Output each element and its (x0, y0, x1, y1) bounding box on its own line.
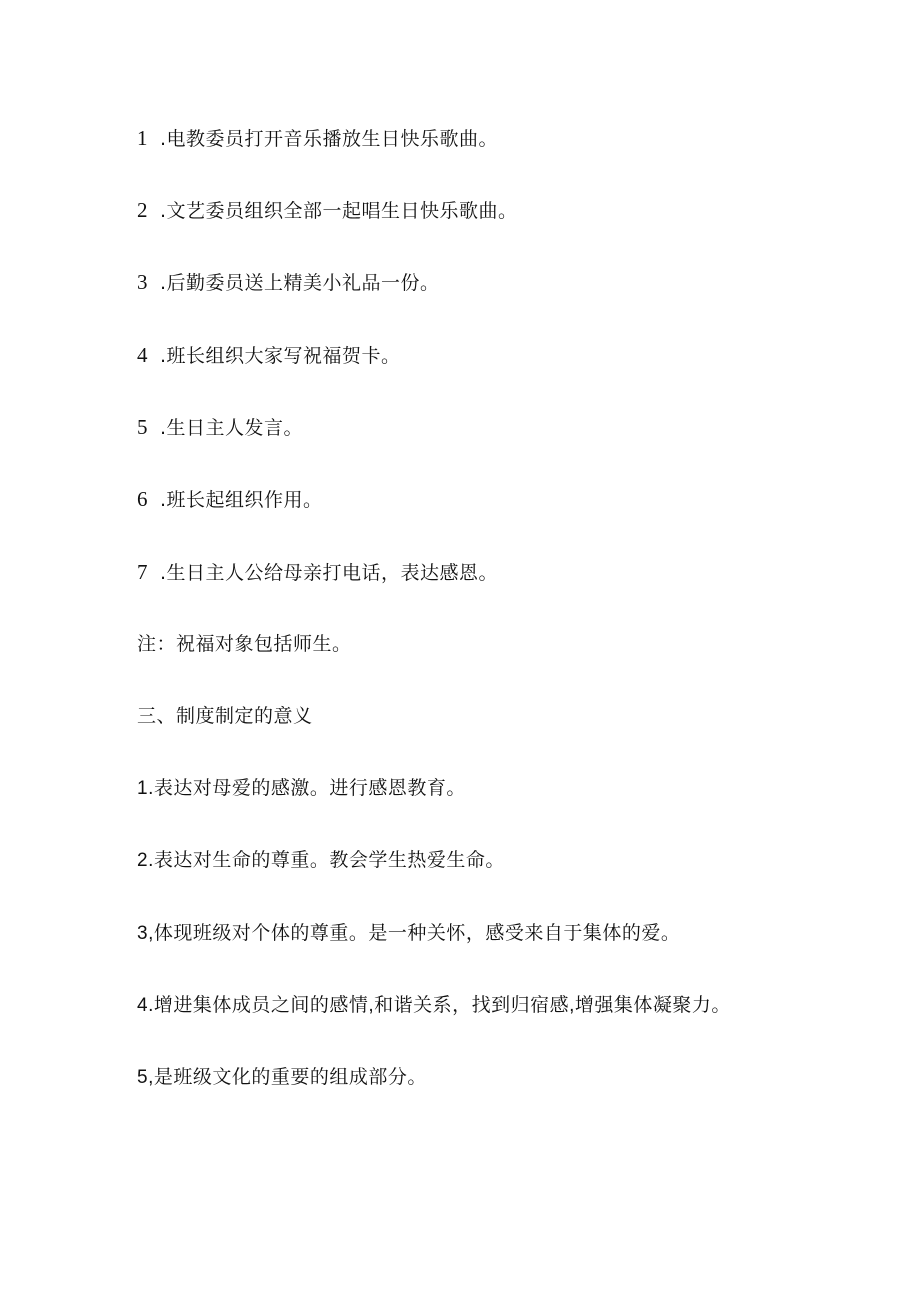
step-text: .电教委员打开音乐播放生日快乐歌曲。 (160, 128, 499, 150)
step-text: .班长起组织作用。 (160, 489, 323, 511)
step-item (137, 270, 440, 295)
step-text: .后勤委员送上精美小礼品一份。 (160, 272, 440, 294)
step-number: 2 (137, 198, 148, 222)
note-text: 注：祝福对象包括师生。 (137, 633, 352, 655)
step-item (137, 487, 323, 512)
step-item (137, 198, 518, 223)
step-text: .生日主人公给母亲打电话，表达感恩。 (160, 562, 499, 584)
meaning-item: 2.表达对生命的尊重。教会学生热爱生命。 (137, 850, 505, 871)
step-text: .生日主人发言。 (160, 417, 304, 439)
step-number: 1 (137, 126, 148, 150)
step-number: 5 (137, 415, 148, 439)
step-item (137, 560, 498, 585)
step-item (137, 126, 498, 151)
step-text: .班长组织大家写祝福贺卡。 (160, 345, 401, 367)
meaning-item: 4.增进集体成员之间的感情,和谐关系，找到归宿感,增强集体凝聚力。 (137, 995, 731, 1016)
meaning-item: 1.表达对母爱的感激。进行感恩教育。 (137, 778, 466, 799)
step-number: 6 (137, 487, 148, 511)
step-item (137, 343, 401, 368)
step-text: .文艺委员组织全部一起唱生日快乐歌曲。 (160, 200, 518, 222)
step-number: 7 (137, 560, 148, 584)
step-number: 3 (137, 270, 148, 294)
step-item (137, 415, 303, 440)
meaning-item: 3,体现班级对个体的尊重。是一种关怀，感受来自于集体的爱。 (137, 923, 681, 944)
step-number: 4 (137, 343, 148, 367)
meaning-item: 5,是班级文化的重要的组成部分。 (137, 1067, 427, 1088)
section-heading: 三、制度制定的意义 (137, 705, 313, 727)
